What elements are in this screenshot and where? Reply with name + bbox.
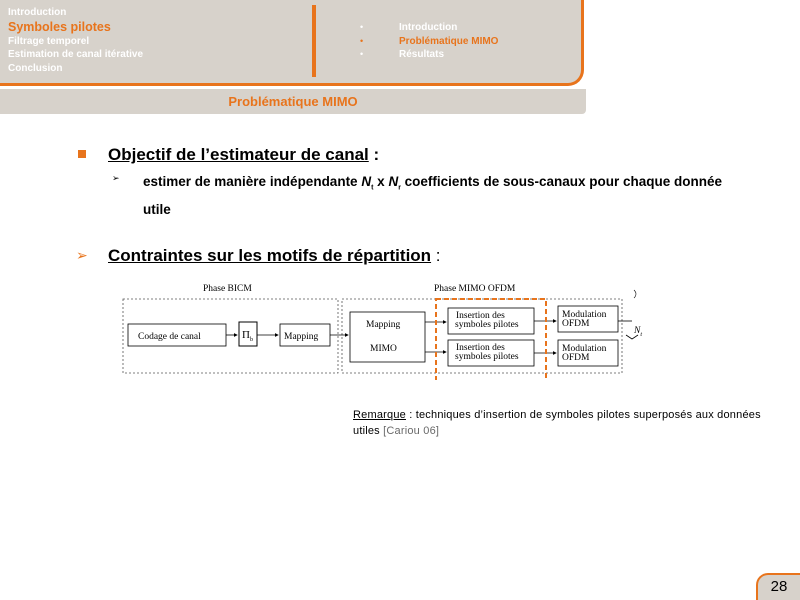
bullet-icon: • — [360, 22, 364, 32]
mapping-bicm-label: Mapping — [284, 332, 319, 342]
section-title: Problématique MIMO — [228, 94, 358, 109]
bullet-objectif-colon: : — [368, 145, 380, 164]
remark-citation: [Cariou 06] — [383, 425, 440, 437]
mimo-label: MIMO — [370, 344, 397, 354]
bullet-contraintes-title: Contraintes sur les motifs de répartition — [108, 246, 432, 265]
arrow-bullet-icon: ➢ — [112, 173, 120, 183]
bullet-objectif-title: Objectif de l’estimateur de canal — [108, 145, 369, 164]
page-number-badge — [756, 573, 800, 600]
arrow-bullet-icon: ➢ — [76, 247, 88, 263]
header-separator — [312, 5, 316, 77]
square-bullet-icon — [78, 150, 86, 158]
nav-item-conclusion[interactable]: Conclusion — [8, 62, 63, 74]
remark-note — [353, 407, 783, 439]
modulation-ofdm-2-line1: Modulation — [562, 344, 607, 354]
remark-text: : techniques d’insertion de symboles pilotes superposés aux données utiles — [353, 409, 761, 437]
mapping-mimo-label: Mapping — [366, 320, 401, 330]
bullet-icon: • — [360, 49, 364, 59]
insertion-pilotes-2-line1: Insertion des — [456, 343, 505, 353]
bullet-contraintes-text — [108, 246, 441, 266]
codage-canal-label: Codage de canal — [138, 332, 201, 342]
header-panel — [0, 0, 584, 86]
modulation-ofdm-2-line2: OFDM — [562, 353, 590, 363]
nav-item-introduction[interactable]: Introduction — [8, 7, 67, 18]
subnav-label: Problématique MIMO — [399, 35, 499, 47]
bullet-contraintes-colon: : — [431, 246, 441, 265]
nt-antenna-label: $N_t$ — [634, 326, 643, 338]
insertion-pilotes-1-line1: Insertion des — [456, 311, 505, 321]
subnav-label: Résultats — [399, 49, 445, 60]
modulation-ofdm-1-line1: Modulation — [562, 310, 607, 320]
section-title-bar — [0, 89, 586, 114]
insertion-pilotes-1-line2: symboles pilotes — [455, 320, 519, 330]
nav-item-symboles-pilotes[interactable]: Symboles pilotes — [8, 19, 111, 34]
nav-item-filtrage-temporel[interactable]: Filtrage temporel — [8, 35, 90, 47]
bullet-objectif-text — [108, 145, 379, 165]
phase-bicm-label: Phase BICM — [203, 284, 252, 294]
insertion-pilotes-2-line2: symboles pilotes — [455, 352, 519, 362]
section-nav — [8, 6, 143, 75]
sub-bullet-text: estimer de manière indépendante $N_t$ x $N_r$ coefficients de sous-canaux pour chaque donnée utile — [143, 174, 722, 217]
interleaver-label: $\Pi_b$ — [242, 329, 253, 344]
bicm-mimo-ofdm-diagram — [120, 280, 650, 380]
modulation-ofdm-1-line2: OFDM — [562, 319, 590, 329]
diagram-lines — [120, 280, 650, 380]
bullet-icon: • — [360, 35, 364, 46]
phase-mimo-ofdm-label: Phase MIMO OFDM — [434, 284, 516, 294]
nav-item-estimation-iterative[interactable]: Estimation de canal itérative — [8, 49, 144, 60]
subnav-label: Introduction — [399, 22, 458, 33]
remark-label: Remarque — [353, 409, 406, 421]
page-number: 28 — [770, 578, 788, 595]
